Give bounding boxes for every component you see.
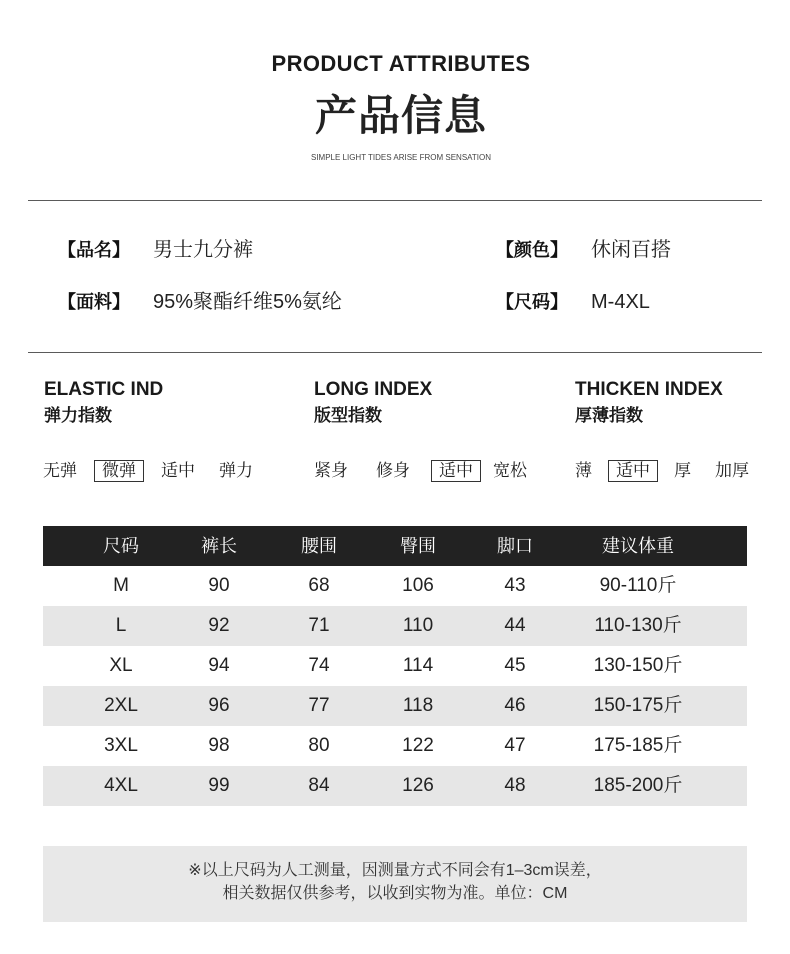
cell-size: 4XL	[104, 775, 138, 796]
elastic-index-group	[43, 379, 253, 489]
cell-size: 3XL	[104, 735, 138, 756]
cell-waist: 68	[308, 575, 330, 596]
elastic-index-title-cn: 弹力指数	[44, 406, 112, 425]
cell-hip: 122	[402, 735, 434, 756]
header-length: 裤长	[201, 536, 237, 556]
cell-length: 92	[208, 615, 230, 636]
cell-weight: 185-200斤	[593, 775, 683, 796]
fit-option: 适中	[431, 460, 481, 482]
header-waist: 腰围	[301, 536, 337, 556]
fit-index-title-en: LONG INDEX	[314, 379, 433, 400]
elastic-option: 微弹	[94, 460, 144, 482]
cell-waist: 77	[308, 695, 330, 716]
note-line: 相关数据仅供参考，以收到实物为准。单位：CM	[222, 885, 568, 902]
elastic-option: 弹力	[219, 461, 253, 480]
cell-size: XL	[109, 655, 133, 676]
thickness-index-group	[575, 379, 775, 489]
header-size: 尺码	[103, 536, 139, 556]
header-weight: 建议体重	[602, 536, 674, 556]
fit-index-group	[314, 379, 527, 489]
attribute-product-name	[58, 238, 253, 262]
cell-weight: 110-130斤	[594, 615, 682, 636]
table-body	[43, 566, 747, 806]
elastic-option: 适中	[161, 461, 195, 480]
cell-weight: 150-175斤	[593, 695, 683, 716]
attribute-value: 男士九分裤	[153, 239, 253, 261]
table-header-row	[43, 526, 747, 566]
cell-hip: 110	[402, 615, 434, 636]
cell-hip: 106	[402, 575, 434, 596]
cell-length: 96	[208, 695, 230, 716]
table-row	[43, 606, 747, 646]
divider-top	[28, 200, 762, 201]
size-table	[43, 526, 747, 806]
thickness-option: 厚	[674, 461, 691, 480]
cell-hem: 46	[504, 695, 526, 716]
header-hem: 脚口	[497, 536, 533, 556]
cell-length: 94	[208, 655, 230, 676]
title-chinese: 产品信息	[314, 92, 487, 139]
cell-hem: 44	[504, 615, 526, 636]
attribute-color	[496, 238, 671, 262]
cell-length: 99	[208, 775, 230, 796]
attribute-size-range	[496, 290, 650, 314]
cell-length: 90	[208, 575, 230, 596]
attribute-value: 休闲百搭	[591, 239, 671, 261]
cell-waist: 71	[308, 615, 330, 636]
cell-waist: 80	[308, 735, 330, 756]
divider-middle	[28, 352, 762, 353]
cell-hem: 43	[504, 575, 526, 596]
cell-weight: 90-110斤	[599, 575, 677, 596]
attribute-label: 【品名】	[58, 240, 130, 260]
table-row	[43, 766, 747, 806]
cell-hem: 45	[504, 655, 526, 676]
title-english: PRODUCT ATTRIBUTES	[271, 51, 531, 76]
cell-weight: 130-150斤	[593, 655, 683, 676]
fit-option: 紧身	[314, 461, 348, 480]
thickness-index-title-cn: 厚薄指数	[575, 406, 643, 425]
table-row	[43, 726, 747, 766]
fit-option: 宽松	[493, 461, 527, 480]
fit-option: 修身	[376, 461, 410, 480]
cell-weight: 175-185斤	[593, 735, 683, 756]
header-hip: 臀围	[400, 536, 436, 556]
thickness-option: 加厚	[715, 461, 749, 480]
attribute-label: 【面料】	[58, 292, 130, 312]
cell-size: 2XL	[104, 695, 138, 716]
measurement-note	[43, 846, 747, 922]
attribute-value: 95%聚酯纤维5%氨纶	[153, 291, 342, 313]
table-row	[43, 566, 747, 606]
elastic-index-title-en: ELASTIC IND	[44, 379, 164, 400]
tagline: SIMPLE LIGHT TIDES ARISE FROM SENSATION	[310, 153, 492, 162]
table-row	[43, 646, 747, 686]
cell-hip: 114	[402, 655, 434, 676]
cell-hip: 118	[402, 695, 434, 716]
thickness-index-title-en: THICKEN INDEX	[575, 379, 723, 400]
cell-length: 98	[208, 735, 230, 756]
cell-hem: 48	[504, 775, 526, 796]
fit-index-title-cn: 版型指数	[314, 406, 382, 425]
cell-hip: 126	[402, 775, 434, 796]
attribute-fabric	[58, 290, 342, 314]
note-line: ※以上尺码为人工测量，因测量方式不同会有1–3cm误差，	[188, 862, 602, 879]
attribute-label: 【颜色】	[496, 240, 568, 260]
cell-hem: 47	[504, 735, 526, 756]
cell-size: L	[115, 615, 127, 636]
table-row	[43, 686, 747, 726]
elastic-option: 无弹	[43, 461, 77, 480]
cell-size: M	[113, 575, 129, 596]
attribute-value: M-4XL	[591, 291, 650, 313]
cell-waist: 84	[308, 775, 330, 796]
thickness-option: 适中	[608, 460, 658, 482]
cell-waist: 74	[308, 655, 330, 676]
attribute-label: 【尺码】	[496, 292, 568, 312]
thickness-option: 薄	[575, 461, 592, 480]
